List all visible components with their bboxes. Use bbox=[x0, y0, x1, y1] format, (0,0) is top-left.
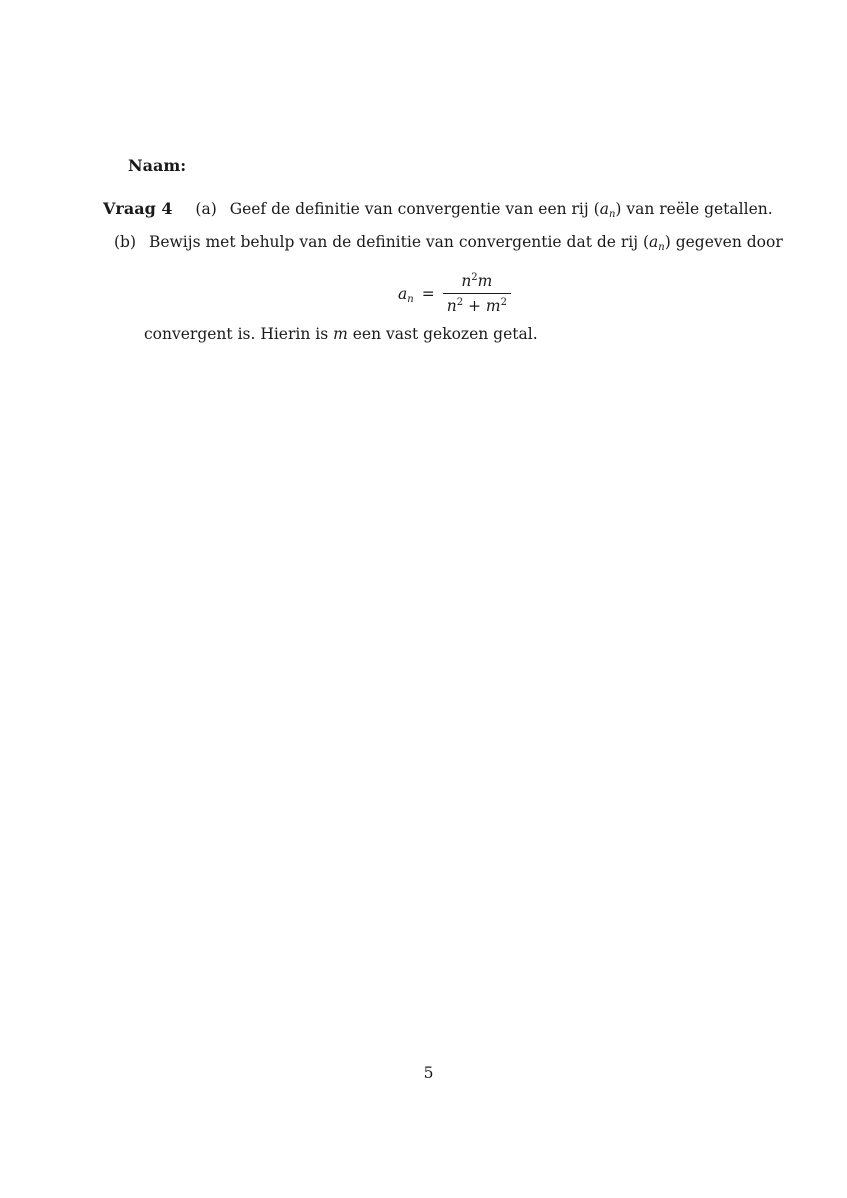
part-b-seq-var: a bbox=[649, 233, 659, 251]
part-a-label: (a) bbox=[195, 200, 217, 218]
conclusion-text-after: een vast gekozen getal. bbox=[347, 325, 538, 343]
formula-lhs bbox=[398, 285, 414, 303]
conclusion-text-before: convergent is. Hierin is bbox=[144, 325, 334, 343]
question-part-b bbox=[114, 233, 783, 251]
num-base: n bbox=[461, 272, 472, 290]
question-part-a bbox=[103, 199, 773, 218]
naam-label: Naam: bbox=[128, 156, 187, 175]
conclusion-var: m bbox=[333, 325, 348, 343]
part-a-seq-sub: n bbox=[608, 209, 616, 220]
formula-numerator bbox=[457, 272, 496, 293]
formula-equals: = bbox=[421, 284, 435, 303]
conclusion-line bbox=[144, 325, 538, 343]
formula-lhs-var: a bbox=[398, 284, 408, 303]
den-b-base: m bbox=[485, 297, 501, 315]
den-b-exp: 2 bbox=[500, 297, 507, 308]
part-a-text-after: ) van reële getallen. bbox=[615, 200, 773, 218]
part-a-seq-var: a bbox=[599, 200, 609, 218]
part-b-seq-sub: n bbox=[658, 242, 665, 253]
question-title: Vraag 4 bbox=[103, 199, 173, 218]
sequence-formula bbox=[398, 272, 511, 315]
den-op: + bbox=[463, 297, 486, 315]
part-b-text-after: ) gegeven door bbox=[664, 233, 783, 251]
part-b-label: (b) bbox=[114, 233, 137, 251]
page-number: 5 bbox=[423, 1064, 434, 1082]
formula-lhs-sub: n bbox=[407, 293, 414, 305]
part-a-text-before: Geef de definitie van convergentie van een rij ( bbox=[229, 200, 600, 218]
num-tail: m bbox=[477, 272, 493, 290]
formula-fraction bbox=[443, 272, 511, 315]
den-a-exp: 2 bbox=[456, 297, 464, 308]
part-b-text-before: Bewijs met behulp van de definitie van convergentie dat de rij ( bbox=[148, 233, 650, 251]
num-exp: 2 bbox=[471, 272, 478, 283]
den-a-base: n bbox=[446, 297, 457, 315]
formula-denominator bbox=[443, 294, 511, 315]
